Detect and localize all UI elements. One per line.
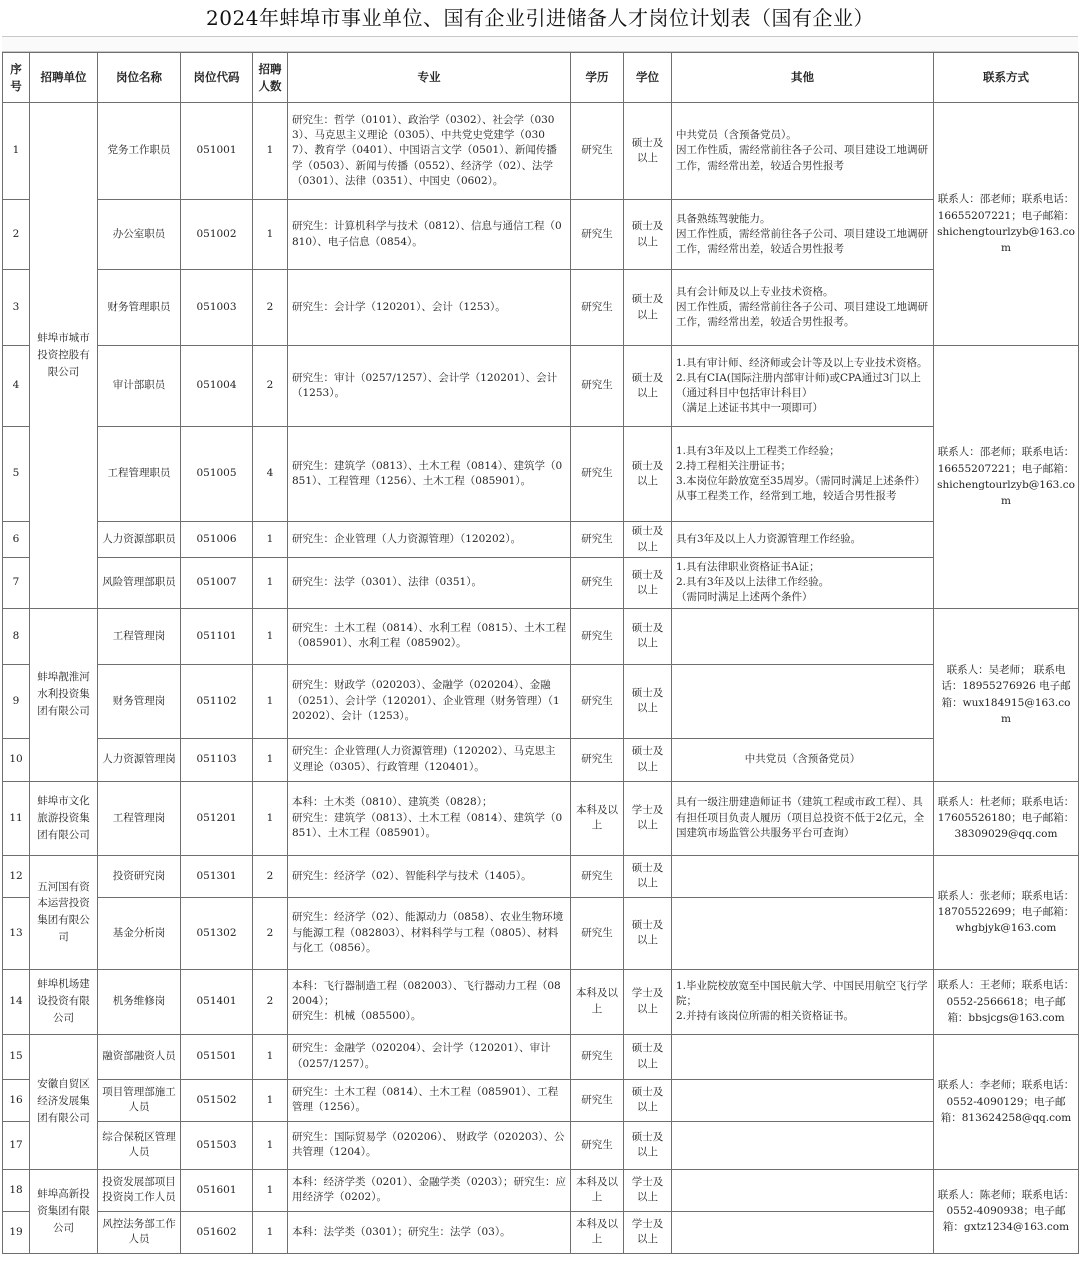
education-level: 本科及以上 [571,1211,624,1253]
contact-info: 联系人：邵老师；联系电话：16655207221；电子邮箱：shichengtourlzyb@163.com [934,346,1079,609]
hire-count: 1 [253,558,288,609]
header-degree: 学位 [624,53,672,103]
position-code: 051301 [181,855,253,897]
major-requirement: 研究生：经济学（02）、能源动力（0858）、农业生物环境与能源工程（082803）、材料科学与工程（0805）、材料与化工（0856）。 [288,897,571,969]
other-requirement: 具有3年及以上人力资源管理工作经验。 [672,522,934,558]
degree-level: 硕士及以上 [624,1079,672,1121]
recruiting-unit: 蚌埠高新投资集团有限公司 [30,1169,98,1253]
position-code: 051005 [181,427,253,522]
position-name: 融资部融资人员 [98,1034,181,1079]
education-level: 研究生 [571,1079,624,1121]
contact-info: 联系人：邵老师；联系电话：16655207221；电子邮箱：shichengtourlzyb@163.com [934,103,1079,346]
recruitment-table [2,52,1079,1254]
position-name: 投资发展部项目投资岗工作人员 [98,1169,181,1211]
hire-count: 1 [253,522,288,558]
education-level: 研究生 [571,1121,624,1169]
education-level: 研究生 [571,608,624,664]
position-code: 051007 [181,558,253,609]
other-requirement: 具有一级注册建造师证书（建筑工程或市政工程）、具有担任项目负责人履历（项目总投资不低于2亿元，全国建筑市场监管公共服务平台可查询） [672,781,934,855]
position-name: 财务管理职员 [98,270,181,346]
other-requirement [672,664,934,738]
row-seq: 4 [3,346,30,427]
other-requirement [672,1211,934,1253]
other-requirement: 具有会计师及以上专业技术资格。 因工作性质，需经常前往各子公司、项目建设工地调研工作，需经常出差，较适合男性报考。 [672,270,934,346]
header-unit: 招聘单位 [30,53,98,103]
row-seq: 7 [3,558,30,609]
hire-count: 2 [253,270,288,346]
hire-count: 1 [253,781,288,855]
major-requirement: 研究生：哲学（0101）、政治学（0302）、社会学（0303）、马克思主义理论（0305）、中共党史党建学（0307）、教育学（0401）、中国语言文学（0501）、新闻传播学（0503）、新闻与传播（0552）、经济学（02）、法学（0301）、法律（0351）、中国史（0602）。 [288,103,571,200]
degree-level: 学士及以上 [624,781,672,855]
position-code: 051002 [181,200,253,270]
table-row [3,427,1079,522]
other-requirement [672,1121,934,1169]
major-requirement: 本科：飞行器制造工程（082003）、飞行器动力工程（082004）； 研究生：机械（085500）。 [288,969,571,1034]
major-requirement: 研究生：国际贸易学（020206）、 财政学（020203）、公共管理（1204）。 [288,1121,571,1169]
table-row [3,1211,1079,1253]
table-row [3,897,1079,969]
row-seq: 3 [3,270,30,346]
position-code: 051103 [181,738,253,781]
row-seq: 18 [3,1169,30,1211]
header-major: 专业 [288,53,571,103]
recruiting-unit: 五河国有资本运营投资集团有限公司 [30,855,98,969]
degree-level: 学士及以上 [624,1169,672,1211]
hire-count: 4 [253,427,288,522]
education-level: 研究生 [571,897,624,969]
other-requirement [672,1169,934,1211]
major-requirement: 研究生：财政学（020203）、金融学（020204）、金融（0251）、会计学（120201）、企业管理（财务管理）（120202）、会计（1253）。 [288,664,571,738]
education-level: 研究生 [571,558,624,609]
position-name: 审计部职员 [98,346,181,427]
position-code: 051004 [181,346,253,427]
table-row [3,103,1079,200]
education-level: 研究生 [571,200,624,270]
education-level: 本科及以上 [571,1169,624,1211]
major-requirement: 本科：土木类（0810）、建筑类（0828）； 研究生：建筑学（0813）、土木工程（0814）、建筑学（0851）、土木工程（085901）。 [288,781,571,855]
position-code: 051102 [181,664,253,738]
row-seq: 19 [3,1211,30,1253]
hire-count: 2 [253,969,288,1034]
position-name: 机务维修岗 [98,969,181,1034]
degree-level: 硕士及以上 [624,103,672,200]
contact-info: 联系人：杜老师；联系电话：17605526180；电子邮箱：38309029@qq.com [934,781,1079,855]
position-name: 投资研究岗 [98,855,181,897]
position-name: 人力资源管理岗 [98,738,181,781]
row-seq: 15 [3,1034,30,1079]
hire-count: 2 [253,855,288,897]
education-level: 研究生 [571,738,624,781]
education-level: 研究生 [571,427,624,522]
header-position: 岗位名称 [98,53,181,103]
row-seq: 11 [3,781,30,855]
major-requirement: 研究生：经济学（02）、智能科学与技术（1405）。 [288,855,571,897]
position-code: 051501 [181,1034,253,1079]
degree-level: 硕士及以上 [624,200,672,270]
hire-count: 1 [253,664,288,738]
table-body [3,103,1079,1254]
row-seq: 1 [3,103,30,200]
hire-count: 1 [253,1169,288,1211]
table-row [3,200,1079,270]
table-row [3,1169,1079,1211]
table-header-row [3,53,1079,103]
degree-level: 硕士及以上 [624,427,672,522]
other-requirement: 1.毕业院校放宽至中国民航大学、中国民用航空飞行学院； 2.并持有该岗位所需的相关资格证书。 [672,969,934,1034]
position-name: 办公室职员 [98,200,181,270]
position-code: 051602 [181,1211,253,1253]
row-seq: 6 [3,522,30,558]
degree-level: 硕士及以上 [624,608,672,664]
row-seq: 13 [3,897,30,969]
position-code: 051006 [181,522,253,558]
contact-info: 联系人：陈老师；联系电话：0552-4090938；电子邮箱：gxtz1234@163.com [934,1169,1079,1253]
row-seq: 2 [3,200,30,270]
hire-count: 2 [253,346,288,427]
position-code: 051302 [181,897,253,969]
degree-level: 学士及以上 [624,1211,672,1253]
header-other: 其他 [672,53,934,103]
degree-level: 硕士及以上 [624,738,672,781]
major-requirement: 本科：法学类（0301）；研究生：法学（03）。 [288,1211,571,1253]
other-requirement: 1.具有法律职业资格证书A证； 2.具有3年及以上法律工作经验。 （需同时满足上述两个条件） [672,558,934,609]
page-title: 2024年蚌埠市事业单位、国有企业引进储备人才岗位计划表（国有企业） [206,6,874,30]
contact-info: 联系人：王老师；联系电话：0552-2566618；电子邮箱：bbsjcgs@163.com [934,969,1079,1034]
row-seq: 17 [3,1121,30,1169]
other-requirement [672,608,934,664]
position-code: 051101 [181,608,253,664]
hire-count: 1 [253,608,288,664]
degree-level: 硕士及以上 [624,522,672,558]
row-seq: 12 [3,855,30,897]
position-code: 051502 [181,1079,253,1121]
other-requirement [672,1079,934,1121]
row-seq: 10 [3,738,30,781]
other-requirement: 具备熟练驾驶能力。 因工作性质，需经常前往各子公司、项目建设工地调研工作，需经常出差，较适合男性报考 [672,200,934,270]
position-name: 工程管理岗 [98,781,181,855]
major-requirement: 研究生：计算机科学与技术（0812）、信息与通信工程（0810）、电子信息（0854）。 [288,200,571,270]
table-row [3,1121,1079,1169]
position-name: 工程管理岗 [98,608,181,664]
row-seq: 9 [3,664,30,738]
table-row [3,522,1079,558]
major-requirement: 研究生：金融学（020204）、会计学（120201）、审计（0257/1257）。 [288,1034,571,1079]
position-name: 风险管理部职员 [98,558,181,609]
education-level: 研究生 [571,103,624,200]
hire-count: 1 [253,1121,288,1169]
major-requirement: 研究生：土木工程（0814）、水利工程（0815）、土木工程（085901）、水利工程（085902）。 [288,608,571,664]
degree-level: 硕士及以上 [624,1121,672,1169]
hire-count: 1 [253,1079,288,1121]
table-row [3,270,1079,346]
table-row [3,855,1079,897]
table-row [3,346,1079,427]
position-name: 财务管理岗 [98,664,181,738]
contact-info: 联系人：李老师；联系电话：0552-4090129；电子邮箱：813624258@qq.com [934,1034,1079,1169]
recruiting-unit: 蚌埠市城市投资控股有限公司 [30,103,98,609]
table-row [3,969,1079,1034]
table-row [3,781,1079,855]
education-level: 研究生 [571,346,624,427]
other-requirement: 中共党员（含预备党员）。 因工作性质，需经常前往各子公司、项目建设工地调研工作，需经常出差，较适合男性报考 [672,103,934,200]
major-requirement: 研究生：企业管理（人力资源管理）（120202）。 [288,522,571,558]
table-row [3,608,1079,664]
contact-info: 联系人：吴老师； 联系电话：18955276926 电子邮箱：wux184915@163.com [934,608,1079,781]
other-requirement: 1.具有审计师、经济师或会计等及以上专业技术资格。 2.具有CIA(国际注册内部审计师)或CPA通过3门以上（通过科目中包括审计科目） （满足上述证书其中一项即可） [672,346,934,427]
table-row [3,1034,1079,1079]
row-seq: 5 [3,427,30,522]
header-code: 岗位代码 [181,53,253,103]
major-requirement: 研究生：审计（0257/1257）、会计学（120201）、会计（1253）。 [288,346,571,427]
other-requirement [672,855,934,897]
header-seq: 序号 [3,53,30,103]
row-seq: 8 [3,608,30,664]
degree-level: 学士及以上 [624,969,672,1034]
hire-count: 1 [253,1211,288,1253]
position-code: 051601 [181,1169,253,1211]
education-level: 研究生 [571,1034,624,1079]
other-requirement [672,897,934,969]
recruiting-unit: 安徽自贸区经济发展集团有限公司 [30,1034,98,1169]
header-education: 学历 [571,53,624,103]
education-level: 本科及以上 [571,969,624,1034]
degree-level: 硕士及以上 [624,897,672,969]
recruiting-unit: 蚌埠靓淮河水利投资集团有限公司 [30,608,98,781]
position-code: 051503 [181,1121,253,1169]
hire-count: 1 [253,200,288,270]
row-seq: 14 [3,969,30,1034]
major-requirement: 研究生：会计学（120201）、会计（1253）。 [288,270,571,346]
position-code: 051003 [181,270,253,346]
degree-level: 硕士及以上 [624,270,672,346]
table-row [3,558,1079,609]
degree-level: 硕士及以上 [624,346,672,427]
position-name: 风控法务部工作人员 [98,1211,181,1253]
position-code: 051401 [181,969,253,1034]
position-name: 人力资源部职员 [98,522,181,558]
other-requirement [672,1034,934,1079]
degree-level: 硕士及以上 [624,664,672,738]
position-name: 党务工作职员 [98,103,181,200]
education-level: 本科及以上 [571,781,624,855]
position-name: 工程管理职员 [98,427,181,522]
position-name: 项目管理部施工人员 [98,1079,181,1121]
position-name: 基金分析岗 [98,897,181,969]
position-code: 051201 [181,781,253,855]
position-name: 综合保税区管理人员 [98,1121,181,1169]
row-seq: 16 [3,1079,30,1121]
other-requirement: 中共党员（含预备党员） [672,738,934,781]
title-divider [2,36,1078,52]
education-level: 研究生 [571,522,624,558]
position-code: 051001 [181,103,253,200]
header-contact: 联系方式 [934,53,1079,103]
major-requirement: 研究生：法学（0301）、法律（0351）。 [288,558,571,609]
header-count: 招聘人数 [253,53,288,103]
hire-count: 1 [253,103,288,200]
major-requirement: 研究生：土木工程（0814）、土木工程（085901）、工程管理（1256）。 [288,1079,571,1121]
other-requirement: 1.具有3年及以上工程类工作经验； 2.持工程相关注册证书； 3.本岗位年龄放宽至35周岁。（需同时满足上述条件） 从事工程类工作，经常到工地，较适合男性报考 [672,427,934,522]
education-level: 研究生 [571,855,624,897]
education-level: 研究生 [571,270,624,346]
hire-count: 2 [253,897,288,969]
recruiting-unit: 蚌埠机场建设投资有限公司 [30,969,98,1034]
table-row [3,1079,1079,1121]
contact-info: 联系人：张老师；联系电话：18705522699；电子邮箱：whgbjyk@163.com [934,855,1079,969]
hire-count: 1 [253,738,288,781]
table-row [3,664,1079,738]
major-requirement: 研究生：企业管理(人力资源管理)（120202）、马克思主义理论（0305）、行政管理（120401）。 [288,738,571,781]
table-row [3,738,1079,781]
hire-count: 1 [253,1034,288,1079]
degree-level: 硕士及以上 [624,1034,672,1079]
major-requirement: 研究生：建筑学（0813）、土木工程（0814）、建筑学（0851）、工程管理（1256）、土木工程（085901）。 [288,427,571,522]
recruiting-unit: 蚌埠市文化旅游投资集团有限公司 [30,781,98,855]
degree-level: 硕士及以上 [624,558,672,609]
education-level: 研究生 [571,664,624,738]
major-requirement: 本科：经济学类（0201）、金融学类（0203）；研究生：应用经济学（0202）。 [288,1169,571,1211]
degree-level: 硕士及以上 [624,855,672,897]
